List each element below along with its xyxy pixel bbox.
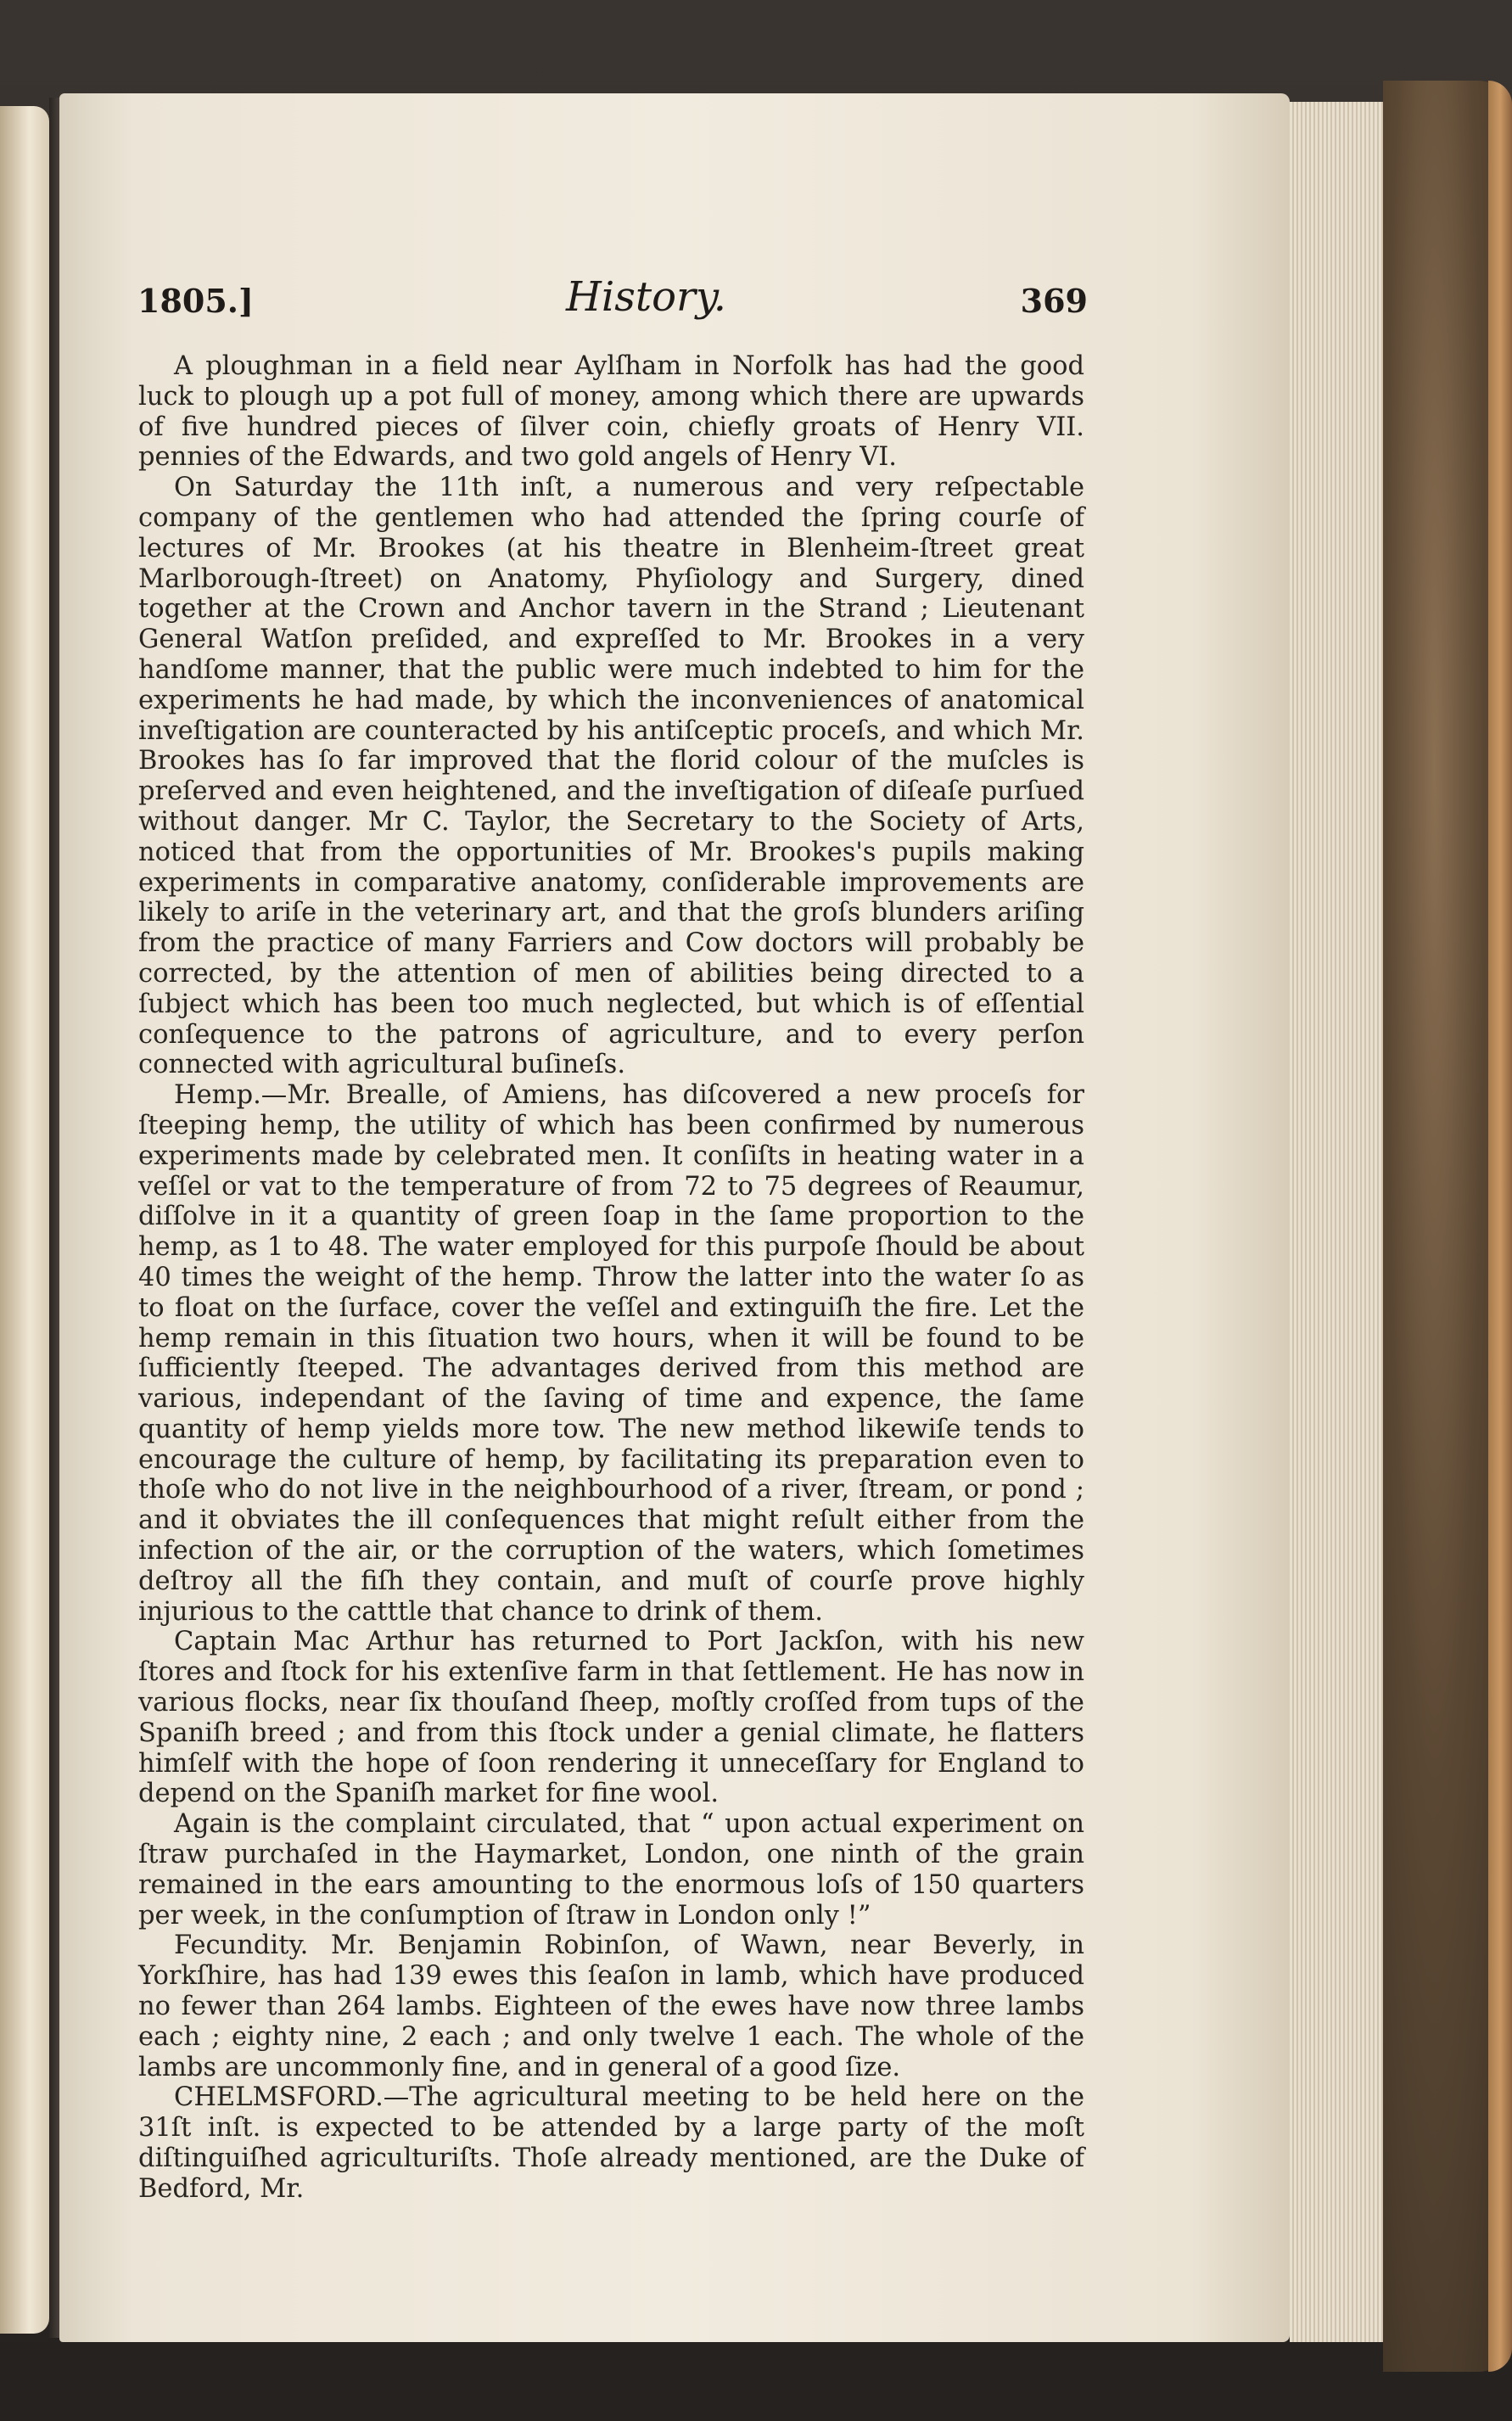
paragraph-brookes-dinner: On Saturday the 11th inſt, a numerous and very reſpectable company of the gentlemen who had attended the ſpring courſe of lectures of Mr. Brookes (at his theatre in Blenheim-ſtreet great Marlborough-ſtreet) on Anatomy, Phyſiology and Surgery, dined together at the Crown and Anchor tavern in the Strand ; Lieutenant General Watſon preſided, and expreſſed to Mr. Brookes in a very handſome manner, that the public were much indebted to him for the experiments he had made, by which the inconveniences of anatomical inveſtigation are counteracted by his antiſceptic proceſs, and which Mr. Brookes has ſo far improved that the florid colour of the muſcles is preſerved and even heightened, and the inveſtigation of diſeaſe purſued without danger. Mr C. Taylor, the Secretary to the Society of Arts, noticed that from the opportunities of Mr. Brookes's pupils making experiments in comparative anatomy, conſiderable improvements are likely to ariſe in the veterinary art, and that the groſs blunders ariſing from the practice of many Farriers and Cow doctors will probably be corrected, by the attention of men of abilities being directed to a ſubject which has been too much neglected, but which is of eſſential conſequence to the patrons of agriculture, and to every perſon connected with agricultural buſineſs. <box>138 473 1084 1080</box>
article-body <box>138 351 1084 2205</box>
paragraph-ploughman: A ploughman in a field near Aylſham in Norfolk has had the good luck to plough up a pot full of money, among which there are upwards of five hundred pieces of ſilver coin, chiefly groats of Henry VII. pennies of the Edwards, and two gold angels of Henry VI. <box>138 351 1084 473</box>
book-cover-board <box>1383 81 1512 2372</box>
left-page-edge <box>0 106 49 2334</box>
paragraph-mac-arthur: Captain Mac Arthur has returned to Port Jackſon, with his new ſtores and ſtock for his extenſive farm in that ſettlement. He has now in various flocks, near ſix thouſand ſheep, moſtly croſſed from tups of the Spaniſh breed ; and from this ſtock under a genial climate, he flatters himſelf with the hope of ſoon rendering it unneceſſary for England to depend on the Spaniſh market for fine wool. <box>138 1627 1084 1809</box>
header-title: History. <box>566 273 726 321</box>
paragraph-chelmsford: CHELMSFORD.—The agricultural meeting to be held here on the 31ſt inſt. is expected to be attended by a large party of the moſt diſtinguiſhed agriculturiſts. Thoſe already mentioned, are the Duke of Bedford, Mr. <box>138 2082 1084 2204</box>
page-edge-stack <box>1290 102 1383 2342</box>
page-number: 369 <box>1020 282 1088 320</box>
paragraph-fecundity: Fecundity. Mr. Benjamin Robinſon, of Wawn, near Beverly, in Yorkſhire, has had 139 ewes this ſeaſon in lamb, which have produced no fewer than 264 lambs. Eighteen of the ewes have now three lambs each ; eighty nine, 2 each ; and only twelve 1 each. The whole of the lambs are uncommonly fine, and in general of a good ſize. <box>138 1931 1084 2082</box>
running-header <box>137 273 1088 333</box>
paragraph-hemp: Hemp.—Mr. Brealle, of Amiens, has diſcovered a new proceſs for ſteeping hemp, the utility of which has been confirmed by numerous experiments made by celebrated men. It conſiſts in heating water in a veſſel or vat to the temperature of from 72 to 75 degrees of Reaumur, diſſolve in it a quantity of green ſoap in the ſame proportion to the hemp, as 1 to 48. The water employed for this purpoſe ſhould be about 40 times the weight of the hemp. Throw the latter into the water ſo as to float on the ſurface, cover the veſſel and extinguiſh the fire. Let the hemp remain in this ſituation two hours, when it will be found to be ſufficiently ſteeped. The advantages derived from this method are various, independant of the ſaving of time and expence, the ſame quantity of hemp yields more tow. The new method likewiſe tends to encourage the culture of hemp, by facilitating its preparation even to thoſe who do not live in the neighbourhood of a river, ſtream, or pond ; and it obviates the ill conſequences that might reſult either from the infection of the air, or the corruption of the waters, which ſometimes deſtroy all the fiſh they contain, and muſt of courſe prove highly injurious to the catttle that chance to drink of them. <box>138 1080 1084 1627</box>
paragraph-straw: Again is the complaint circulated, that “ upon actual experiment on ſtraw purchaſed in the Haymarket, London, one ninth of the grain remained in the ears amounting to the enormous loſs of 150 quarters per week, in the conſumption of ſtraw in London only !” <box>138 1809 1084 1931</box>
header-year: 1805.] <box>137 282 254 320</box>
